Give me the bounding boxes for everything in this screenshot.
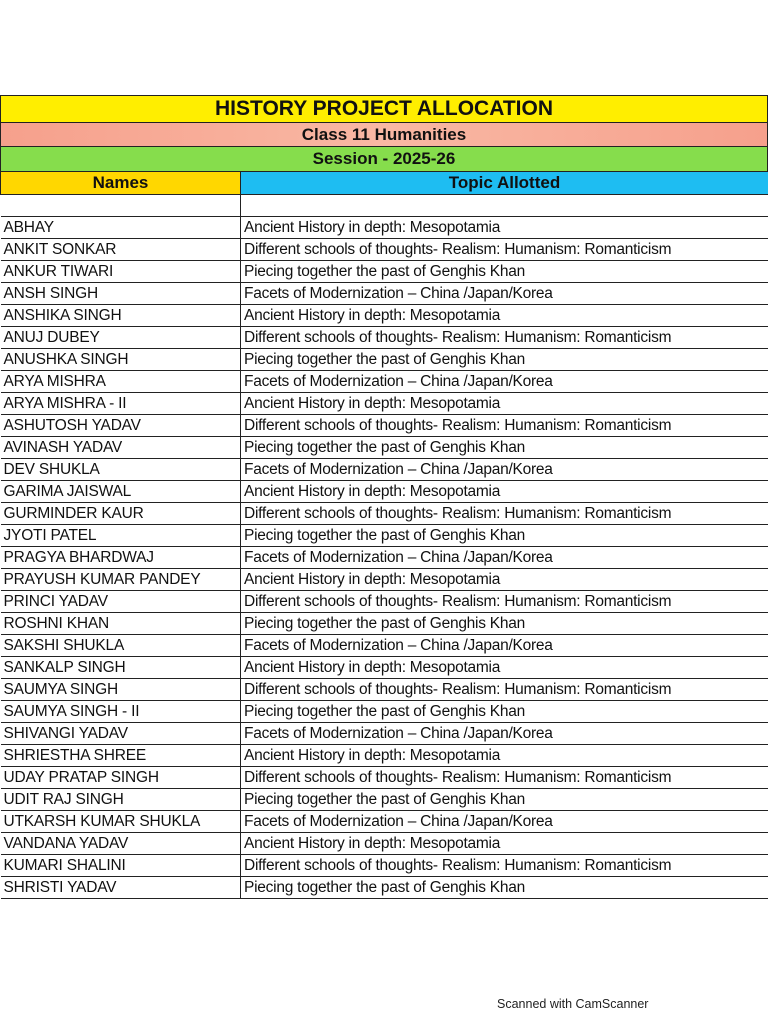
table-row [1,767,768,789]
topic-cell: Piecing together the past of Genghis Khan [241,525,768,547]
topic-cell: Facets of Modernization – China /Japan/Korea [241,635,768,657]
student-name-cell: AVINASH YADAV [1,437,241,459]
column-header-row [1,172,768,195]
student-name-cell: GARIMA JAISWAL [1,481,241,503]
table-row [1,305,768,327]
names-column-header: Names [1,172,241,195]
topic-cell: Facets of Modernization – China /Japan/Korea [241,723,768,745]
topic-cell: Different schools of thoughts- Realism: Humanism: Romanticism [241,239,768,261]
class-line: Class 11 Humanities [0,122,768,146]
table-row [1,525,768,547]
student-name-cell: ASHUTOSH YADAV [1,415,241,437]
student-name-cell: SAKSHI SHUKLA [1,635,241,657]
student-name-cell: ARYA MISHRA [1,371,241,393]
topic-cell: Piecing together the past of Genghis Khan [241,437,768,459]
table-row [1,855,768,877]
table-row [1,393,768,415]
table-row [1,789,768,811]
student-name-cell: UDIT RAJ SINGH [1,789,241,811]
topic-cell: Different schools of thoughts- Realism: Humanism: Romanticism [241,855,768,877]
topic-cell: Facets of Modernization – China /Japan/Korea [241,547,768,569]
topic-cell: Piecing together the past of Genghis Khan [241,789,768,811]
topic-cell: Different schools of thoughts- Realism: Humanism: Romanticism [241,327,768,349]
student-name-cell: UDAY PRATAP SINGH [1,767,241,789]
table-row [1,833,768,855]
topic-cell: Ancient History in depth: Mesopotamia [241,569,768,591]
table-row [1,811,768,833]
sheet-title: HISTORY PROJECT ALLOCATION [0,95,768,122]
student-name-cell: SANKALP SINGH [1,657,241,679]
student-name-cell: KUMARI SHALINI [1,855,241,877]
student-name-cell: SAUMYA SINGH [1,679,241,701]
student-name-cell: JYOTI PATEL [1,525,241,547]
table-row [1,503,768,525]
table-row [1,239,768,261]
student-name-cell: GURMINDER KAUR [1,503,241,525]
table-row [1,591,768,613]
topic-cell: Facets of Modernization – China /Japan/Korea [241,283,768,305]
topic-cell: Piecing together the past of Genghis Khan [241,877,768,899]
topic-cell: Facets of Modernization – China /Japan/Korea [241,459,768,481]
table-row [1,723,768,745]
blank-name-cell [1,195,241,217]
table-row [1,327,768,349]
topic-cell: Ancient History in depth: Mesopotamia [241,833,768,855]
table-row [1,547,768,569]
topic-cell: Facets of Modernization – China /Japan/Korea [241,371,768,393]
student-name-cell: SHRIESTHA SHREE [1,745,241,767]
student-name-cell: ANUSHKA SINGH [1,349,241,371]
allocation-table [0,171,768,899]
student-name-cell: PRAGYA BHARDWAJ [1,547,241,569]
student-name-cell: PRAYUSH KUMAR PANDEY [1,569,241,591]
topic-cell: Different schools of thoughts- Realism: Humanism: Romanticism [241,679,768,701]
allocation-sheet [0,95,768,899]
topic-cell: Ancient History in depth: Mesopotamia [241,305,768,327]
topic-cell: Different schools of thoughts- Realism: Humanism: Romanticism [241,767,768,789]
topic-cell: Different schools of thoughts- Realism: Humanism: Romanticism [241,415,768,437]
student-name-cell: ARYA MISHRA - II [1,393,241,415]
table-row [1,261,768,283]
table-row [1,437,768,459]
student-name-cell: ROSHNI KHAN [1,613,241,635]
topic-cell: Different schools of thoughts- Realism: Humanism: Romanticism [241,591,768,613]
student-name-cell: SHRISTI YADAV [1,877,241,899]
student-name-cell: ANKIT SONKAR [1,239,241,261]
student-name-cell: PRINCI YADAV [1,591,241,613]
topic-cell: Piecing together the past of Genghis Khan [241,349,768,371]
topic-cell: Ancient History in depth: Mesopotamia [241,217,768,239]
table-row [1,679,768,701]
table-row [1,217,768,239]
table-row [1,371,768,393]
topic-cell: Ancient History in depth: Mesopotamia [241,481,768,503]
table-row [1,569,768,591]
table-row [1,745,768,767]
topic-cell: Piecing together the past of Genghis Khan [241,701,768,723]
table-row [1,657,768,679]
table-row [1,481,768,503]
student-name-cell: ANSHIKA SINGH [1,305,241,327]
table-row [1,415,768,437]
topic-cell: Facets of Modernization – China /Japan/Korea [241,811,768,833]
table-row [1,635,768,657]
table-body [1,195,768,899]
table-row [1,701,768,723]
student-name-cell: DEV SHUKLA [1,459,241,481]
student-name-cell: ANSH SINGH [1,283,241,305]
topic-column-header: Topic Allotted [241,172,768,195]
session-line: Session - 2025-26 [0,146,768,171]
table-row [1,877,768,899]
student-name-cell: SAUMYA SINGH - II [1,701,241,723]
topic-cell: Different schools of thoughts- Realism: Humanism: Romanticism [241,503,768,525]
table-row [1,613,768,635]
table-row [1,349,768,371]
student-name-cell: ANKUR TIWARI [1,261,241,283]
student-name-cell: ABHAY [1,217,241,239]
topic-cell: Piecing together the past of Genghis Khan [241,613,768,635]
blank-row [1,195,768,217]
table-row [1,283,768,305]
student-name-cell: ANUJ DUBEY [1,327,241,349]
topic-cell: Piecing together the past of Genghis Khan [241,261,768,283]
student-name-cell: VANDANA YADAV [1,833,241,855]
blank-topic-cell [241,195,768,217]
camscanner-watermark: Scanned with CamScanner [497,997,649,1011]
topic-cell: Ancient History in depth: Mesopotamia [241,393,768,415]
student-name-cell: SHIVANGI YADAV [1,723,241,745]
topic-cell: Ancient History in depth: Mesopotamia [241,657,768,679]
table-row [1,459,768,481]
student-name-cell: UTKARSH KUMAR SHUKLA [1,811,241,833]
topic-cell: Ancient History in depth: Mesopotamia [241,745,768,767]
